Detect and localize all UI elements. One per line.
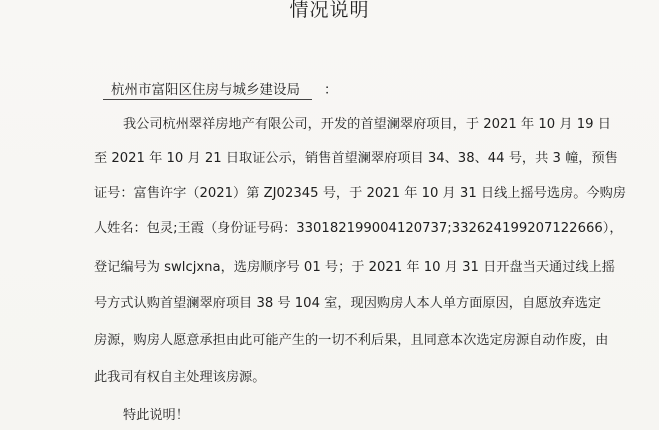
document-title: 情况说明	[289, 0, 370, 21]
recipient-line	[103, 81, 338, 100]
recipient-name: 杭州市富阳区住房与城乡建设局	[103, 81, 312, 100]
closing-line: 特此说明！	[123, 408, 189, 423]
recipient-colon: ：	[324, 82, 338, 98]
body-line-7: 房源，购房人愿意承担由此可能产生的一切不利后果，且同意本次选定房源自动作废，由	[94, 333, 609, 348]
body-line-1: 我公司杭州翠祥房地产有限公司，开发的首望澜翠府项目，于 2021 年 10 月 19 日	[123, 117, 611, 132]
body-line-8: 此我司有权自主处理该房源。	[94, 370, 266, 385]
body-line-5: 登记编号为 swlcjxna，选房顺序号 01 号；于 2021 年 10 月 31 日开盘当天通过线上摇	[94, 260, 615, 275]
body-line-6: 号方式认购首望澜翠府项目 38 号 104 室，现因购房人本人单方面原因，自愿放弃选定	[94, 296, 602, 311]
body-line-4: 人姓名：包灵;王霞（身份证号码：330182199004120737;332624199207122666），	[94, 221, 623, 236]
body-line-3: 证号：富售许字（2021）第 ZJ02345 号，于 2021 年 10 月 31 日线上摇号选房。今购房	[94, 186, 626, 201]
body-line-2: 至 2021 年 10 月 21 日取证公示，销售首望澜翠府项目 34、38、44 号，共 3 幢，预售	[94, 151, 618, 166]
